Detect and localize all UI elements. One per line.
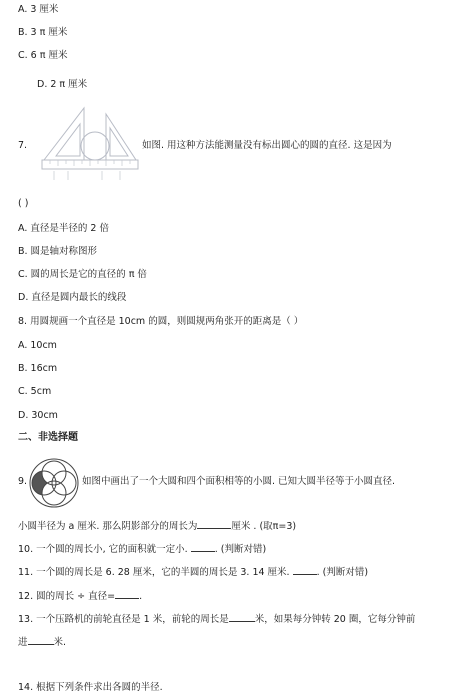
q9-answer-blank[interactable] — [197, 519, 231, 529]
q6-option-d: D. 2 π 厘米 — [37, 79, 88, 90]
q7-option-a: A. 直径是半径的 2 倍 — [18, 223, 109, 234]
q8-option-b: B. 16cm — [18, 363, 58, 374]
q13-line2 — [18, 635, 66, 649]
q6-option-a: A. 3 厘米 — [18, 4, 59, 15]
q12-suffix: . — [139, 591, 143, 602]
q12-line — [18, 589, 142, 603]
q13-text-part4: 米. — [53, 637, 67, 648]
q13-text-part2: 米，如果每分钟转 20 圈，它每分钟前 — [254, 614, 416, 625]
section-heading: 二、非选择题 — [18, 432, 78, 443]
q13-answer-blank-2[interactable] — [28, 635, 54, 645]
q11-answer-blank[interactable] — [293, 565, 317, 575]
set-square-measuring-figure — [40, 104, 140, 182]
q9-line2-suffix: 厘米 . (取π=3) — [231, 521, 297, 532]
q7-number: 7. — [18, 140, 28, 151]
q13-answer-blank-1[interactable] — [229, 612, 255, 622]
q11-line — [18, 565, 368, 579]
q10-text: 10. 一个圆的周长小, 它的面积就一定小. — [18, 544, 188, 555]
q13-line1 — [18, 612, 415, 626]
q7-text: 如图. 用这种方法能测量没有标出圆心的圆的直径. 这是因为 — [142, 140, 392, 151]
circles-shaded-figure — [28, 457, 80, 509]
q6-option-b: B. 3 π 厘米 — [18, 27, 68, 38]
q12-text: 12. 圆的周长 ÷ 直径= — [18, 591, 116, 602]
q7-option-c: C. 圆的周长是它的直径的 π 倍 — [18, 269, 147, 280]
q9-line2 — [18, 519, 296, 533]
q11-text: 11. 一个圆的周长是 6. 28 厘米，它的半圆的周长是 3. 14 厘米. — [18, 567, 290, 578]
q13-text-part1: 13. 一个压路机的前轮直径是 1 米，前轮的周长是 — [18, 614, 229, 625]
q8-text: 8. 用圆规画一个直径是 10cm 的圆，则圆规两角张开的距离是（ ） — [18, 316, 304, 327]
q9-line2-prefix: 小圆半径为 a 厘米. 那么阴影部分的周长为 — [18, 521, 198, 532]
q6-option-c: C. 6 π 厘米 — [18, 50, 68, 61]
q7-option-d: D. 直径是圆内最长的线段 — [18, 292, 127, 303]
q12-answer-blank[interactable] — [115, 589, 139, 599]
q13-text-part3: 进 — [18, 637, 28, 648]
q10-suffix: . (判断对错) — [214, 544, 267, 555]
q14-text: 14. 根据下列条件求出各圆的半径. — [18, 682, 163, 693]
q7-answer-paren: ( ) — [18, 198, 29, 209]
q8-option-c: C. 5cm — [18, 386, 52, 397]
q10-line — [18, 542, 266, 556]
q11-suffix: . (判断对错) — [316, 567, 369, 578]
q7-option-b: B. 圆是轴对称图形 — [18, 246, 98, 257]
q10-answer-blank[interactable] — [191, 542, 215, 552]
q8-option-d: D. 30cm — [18, 410, 58, 421]
q9-text: 如图中画出了一个大圆和四个面积相等的小圆. 已知大圆半径等于小圆直径. — [82, 476, 396, 487]
q9-number: 9. — [18, 476, 28, 487]
q8-option-a: A. 10cm — [18, 340, 57, 351]
